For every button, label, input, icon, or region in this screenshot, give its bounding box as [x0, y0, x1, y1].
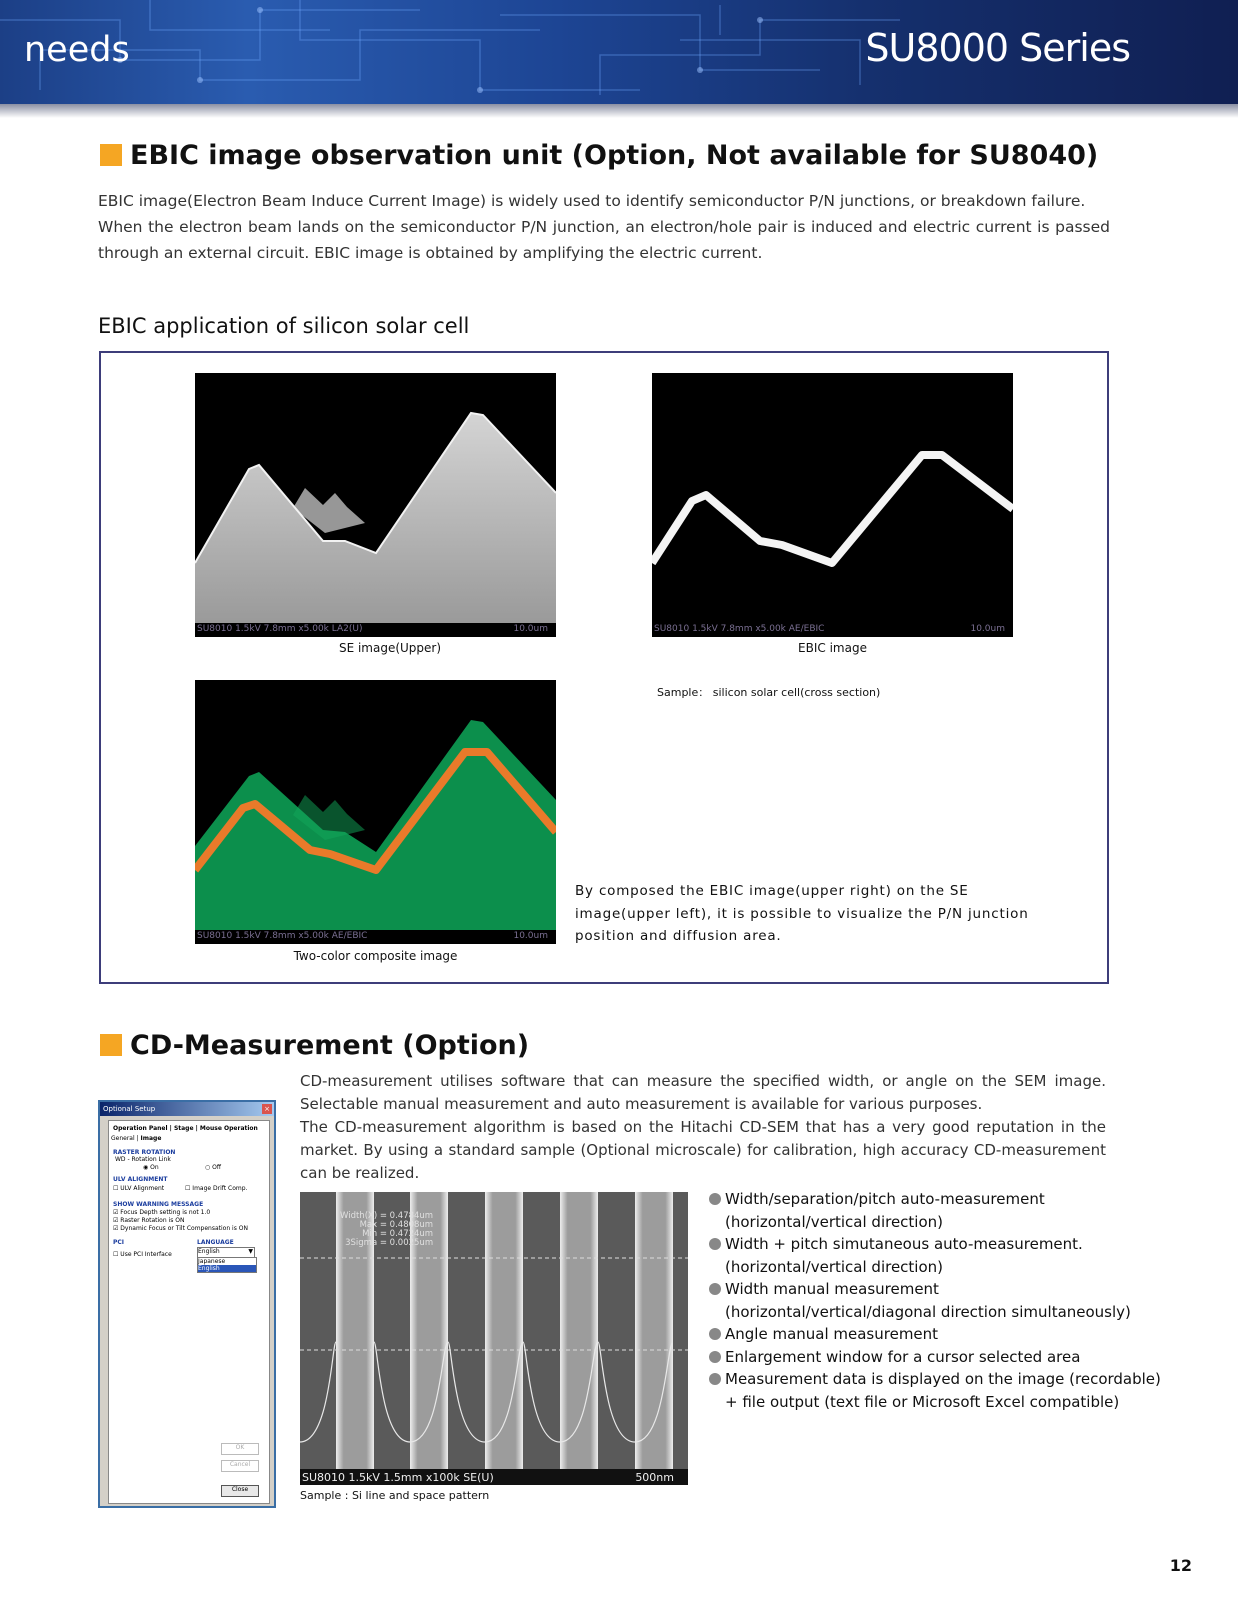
- feature-text: Enlargement window for a cursor selected area: [725, 1347, 1081, 1366]
- cd-sem-scale: 500nm: [635, 1471, 674, 1484]
- tab-stage[interactable]: Stage: [173, 1125, 194, 1132]
- list-item: [709, 1233, 1169, 1256]
- feature-text: Measurement data is displayed on the image (recordable): [725, 1370, 1161, 1388]
- bullet-icon: [709, 1328, 721, 1340]
- cd-sem-data-bar: [300, 1469, 688, 1485]
- page-number: 12: [1169, 1556, 1192, 1575]
- cd-sample-note: Sample : Si line and space pattern: [300, 1489, 490, 1502]
- cd-para-1: CD-measurement utilises software that can measure the specified width, or angle on the SEM image. Selectable manual measurement and auto measurement is available for various purposes.: [300, 1072, 1106, 1113]
- close-button[interactable]: Close: [221, 1485, 259, 1497]
- ebic-para-1: EBIC image(Electron Beam Induce Current Image) is widely used to identify semiconductor P/N junctions, or breakdown failure.: [98, 192, 1086, 210]
- raster-on-radio[interactable]: ◉ On: [143, 1164, 159, 1171]
- composite-image-graphic: [195, 680, 556, 930]
- feature-continuation: (horizontal/vertical/diagonal direction simultaneously): [725, 1302, 1131, 1321]
- raster-rotation-label: RASTER ROTATION: [113, 1149, 176, 1156]
- dialog-title-bar: [100, 1102, 274, 1116]
- cd-feature-list: [709, 1188, 1169, 1413]
- warning-checkbox-2[interactable]: ☑ Raster Rotation is ON: [113, 1217, 185, 1224]
- language-options: [197, 1257, 257, 1273]
- language-select-value: English: [198, 1248, 220, 1255]
- language-label: LANGUAGE: [197, 1239, 234, 1246]
- language-option-japanese[interactable]: Japanese: [198, 1258, 226, 1265]
- warning-text-2: Raster Rotation is ON: [120, 1217, 185, 1224]
- ebic-image: [652, 373, 1013, 637]
- orange-square-icon: [100, 144, 122, 166]
- ok-button[interactable]: OK: [221, 1443, 259, 1455]
- ebic-description: By composed the EBIC image(upper right) on the SE image(upper left), it is possible to visualize the P/N junction position and diffusion area.: [575, 883, 1029, 944]
- list-item: [709, 1188, 1169, 1211]
- cancel-button[interactable]: Cancel: [221, 1460, 259, 1472]
- bullet-icon: [709, 1351, 721, 1363]
- bullet-icon: [709, 1193, 721, 1205]
- orange-square-icon: [100, 1034, 122, 1056]
- ebic-para-2: When the electron beam lands on the semiconductor P/N junction, an electron/hole pair is induced and electric current is passed through an external circuit. EBIC image is obtained by amplifying the electric current.: [98, 218, 1110, 262]
- composite-image-bar-text: SU8010 1.5kV 7.8mm x5.00k AE/EBIC: [197, 931, 368, 941]
- feature-text: Width/separation/pitch auto-measurement: [725, 1190, 1045, 1208]
- list-item: [709, 1368, 1169, 1391]
- warning-text-3: Dynamic Focus or Tilt Compensation is ON: [120, 1225, 248, 1232]
- se-image-bar-text: SU8010 1.5kV 7.8mm x5.00k LA2(U): [197, 624, 363, 634]
- header-section-label: needs: [24, 30, 130, 70]
- se-image-data-bar: [195, 623, 556, 637]
- ebic-image-caption: EBIC image: [798, 641, 867, 655]
- se-image-caption: SE image(Upper): [338, 641, 442, 655]
- feature-text: Width manual measurement: [725, 1280, 939, 1298]
- composite-image: [195, 680, 556, 944]
- ebic-sample-note: Sample： silicon solar cell(cross section): [657, 686, 881, 699]
- se-image-scale: 10.0um: [513, 624, 548, 634]
- overlay-width: Width(X) = 0.4784um: [340, 1211, 434, 1221]
- pci-text: Use PCI Interface: [120, 1251, 172, 1258]
- cd-heading-text: CD-Measurement (Option): [130, 1030, 530, 1061]
- overlay-min: Min = 0.4724um: [362, 1229, 434, 1239]
- bullet-icon: [709, 1283, 721, 1295]
- optional-setup-dialog: [98, 1100, 276, 1508]
- warning-checkbox-1[interactable]: ☑ Focus Depth setting is not 1.0: [113, 1209, 211, 1216]
- warning-checkbox-3[interactable]: ☑ Dynamic Focus or Tilt Compensation is ON: [113, 1225, 248, 1232]
- feature-continuation: (horizontal/vertical direction): [725, 1212, 944, 1231]
- list-item: [709, 1323, 1169, 1346]
- dialog-tab-row-1: Operation Panel | Stage | Mouse Operation: [113, 1125, 258, 1132]
- warning-message-label: SHOW WARNING MESSAGE: [113, 1201, 204, 1208]
- cd-sem-image: [300, 1192, 688, 1485]
- tab-general[interactable]: General: [111, 1135, 135, 1142]
- overlay-max: Max = 0.4808um: [359, 1220, 434, 1230]
- tab-mouse-operation[interactable]: Mouse Operation: [199, 1125, 258, 1132]
- ebic-heading-text: EBIC image observation unit (Option, Not available for SU8040): [130, 140, 1099, 171]
- bullet-icon: [709, 1238, 721, 1250]
- ebic-paragraph: [98, 188, 1110, 266]
- list-item: [709, 1346, 1169, 1369]
- ebic-image-scale: 10.0um: [970, 624, 1005, 634]
- dialog-title: Optional Setup: [103, 1105, 156, 1113]
- warning-text-1: Focus Depth setting is not 1.0: [120, 1209, 211, 1216]
- ulv-alignment-label: ULV ALIGNMENT: [113, 1176, 168, 1183]
- cd-sem-bar-text: SU8010 1.5kV 1.5mm x100k SE(U): [302, 1471, 494, 1484]
- ulv-alignment-checkbox[interactable]: ☐ ULV Alignment: [113, 1185, 165, 1192]
- composite-image-scale: 10.0um: [513, 931, 548, 941]
- composite-image-caption: Two-color composite image: [293, 949, 458, 963]
- feature-continuation: + file output (text file or Microsoft Excel compatible): [725, 1392, 1120, 1411]
- image-drift-checkbox[interactable]: ☐ Image Drift Comp.: [185, 1185, 248, 1192]
- bullet-icon: [709, 1373, 721, 1385]
- ebic-subheading: EBIC application of silicon solar cell: [98, 314, 470, 338]
- ebic-image-bar-text: SU8010 1.5kV 7.8mm x5.00k AE/EBIC: [654, 624, 825, 634]
- cd-para-2: The CD-measurement algorithm is based on the Hitachi CD-SEM that has a very good reputation in the market. By using a standard sample (Optional microscale) for calibration, high accuracy CD-measurement can be realized.: [300, 1118, 1106, 1182]
- chevron-down-icon: ▼: [248, 1248, 253, 1255]
- feature-text: Width + pitch simutaneous auto-measurement.: [725, 1235, 1083, 1253]
- cd-measurement-overlay: [340, 1212, 433, 1248]
- header-series-title: SU8000 Series: [865, 26, 1130, 70]
- cd-paragraph: [300, 1070, 1106, 1185]
- raster-off-radio[interactable]: ○ Off: [205, 1164, 222, 1171]
- dialog-tab-row-2: General | Image: [111, 1135, 162, 1142]
- ebic-image-graphic: [652, 373, 1013, 623]
- ebic-heading: [100, 140, 1098, 171]
- feature-continuation: (horizontal/vertical direction): [725, 1257, 944, 1276]
- raster-off-label: Off: [212, 1164, 222, 1171]
- cd-heading: [100, 1030, 529, 1061]
- se-image: [195, 373, 556, 637]
- language-option-english[interactable]: English: [198, 1265, 256, 1272]
- pci-checkbox[interactable]: ☐ Use PCI Interface: [113, 1251, 172, 1258]
- tab-operation-panel[interactable]: Operation Panel: [113, 1125, 168, 1132]
- raster-on-label: On: [150, 1164, 159, 1171]
- pci-label: PCI: [113, 1239, 125, 1246]
- ebic-image-data-bar: [652, 623, 1013, 637]
- feature-text: Angle manual measurement: [725, 1325, 939, 1343]
- tab-image[interactable]: Image: [140, 1135, 162, 1142]
- se-image-graphic: [195, 373, 556, 623]
- raster-rotation-sub: WD - Rotation Link: [115, 1156, 171, 1163]
- overlay-3sigma: 3Sigma = 0.0025um: [345, 1238, 434, 1248]
- header-shadow: [0, 104, 1238, 118]
- ulv-alignment-text: ULV Alignment: [120, 1185, 165, 1192]
- composite-image-data-bar: [195, 930, 556, 944]
- image-drift-text: Image Drift Comp.: [192, 1185, 248, 1192]
- dialog-close-icon[interactable]: ×: [262, 1104, 272, 1114]
- list-item: [709, 1278, 1169, 1301]
